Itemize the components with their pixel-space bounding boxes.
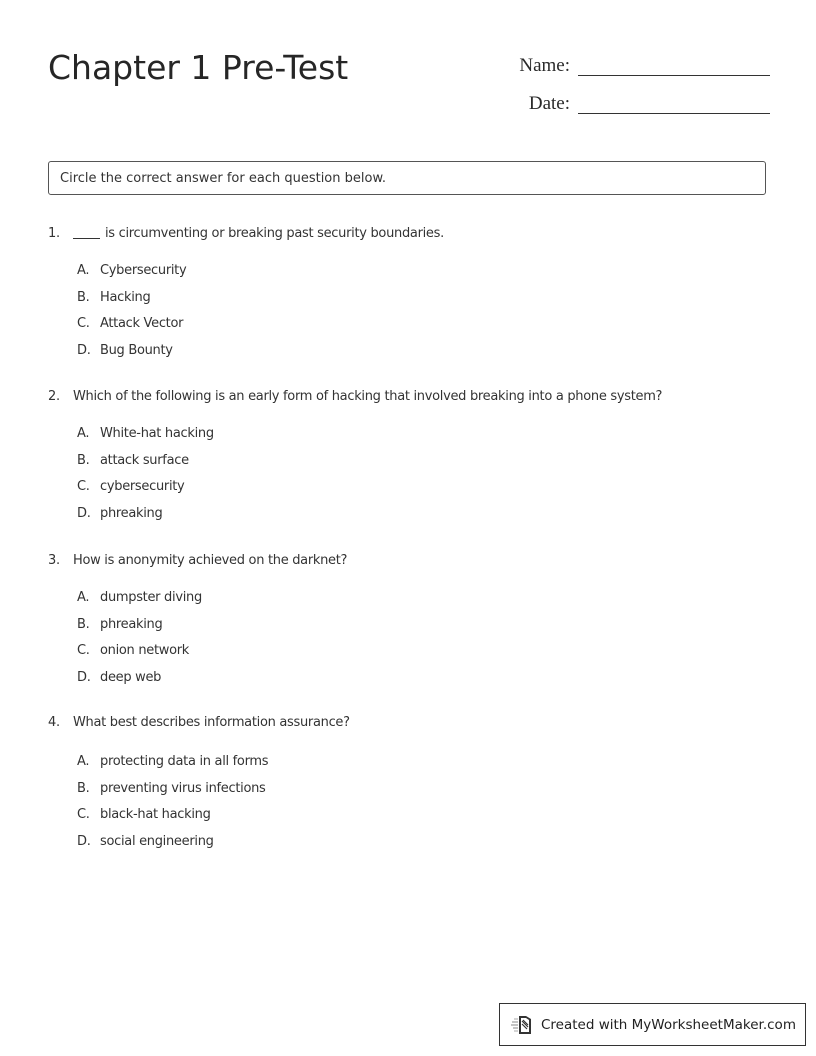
option-letter: B. bbox=[77, 289, 90, 305]
question-stem bbox=[48, 714, 768, 732]
option-text: Bug Bounty bbox=[100, 342, 173, 358]
option-letter: C. bbox=[77, 807, 90, 823]
fill-in-blank bbox=[73, 225, 100, 239]
answer-option-a[interactable] bbox=[48, 589, 768, 607]
answer-option-c[interactable] bbox=[48, 806, 768, 824]
option-letter: B. bbox=[77, 616, 90, 632]
answer-option-d[interactable] bbox=[48, 505, 768, 523]
option-text: preventing virus infections bbox=[100, 780, 266, 796]
answer-option-c[interactable] bbox=[48, 642, 768, 660]
question-stem bbox=[48, 388, 768, 406]
answer-option-a[interactable] bbox=[48, 425, 768, 443]
question-number: 3. bbox=[48, 553, 60, 568]
option-text: phreaking bbox=[100, 505, 163, 521]
option-text: attack surface bbox=[100, 452, 189, 468]
question-text: How is anonymity achieved on the darknet? bbox=[73, 553, 348, 568]
option-letter: D. bbox=[77, 833, 91, 849]
option-text: protecting data in all forms bbox=[100, 754, 269, 769]
answer-option-d[interactable] bbox=[48, 342, 768, 360]
option-text: cybersecurity bbox=[100, 479, 185, 495]
option-letter: D. bbox=[77, 342, 91, 358]
answer-option-c[interactable] bbox=[48, 315, 768, 333]
page-title: Chapter 1 Pre-Test bbox=[48, 48, 349, 87]
answer-option-b[interactable] bbox=[48, 780, 768, 798]
option-text: deep web bbox=[100, 669, 162, 685]
option-text: phreaking bbox=[100, 616, 163, 632]
question-1 bbox=[48, 225, 768, 368]
option-letter: A. bbox=[77, 426, 90, 441]
option-letter: C. bbox=[77, 479, 90, 495]
answer-option-a[interactable] bbox=[48, 753, 768, 771]
option-letter: C. bbox=[77, 643, 90, 659]
option-text: White-hat hacking bbox=[100, 426, 214, 441]
answer-options bbox=[48, 425, 768, 523]
answer-option-c[interactable] bbox=[48, 478, 768, 496]
option-text: onion network bbox=[100, 643, 190, 659]
question-text: is circumventing or breaking past security boundaries. bbox=[105, 226, 444, 241]
question-number: 1. bbox=[48, 226, 60, 241]
question-stem bbox=[48, 225, 768, 243]
question-2 bbox=[48, 388, 768, 531]
name-input-line[interactable] bbox=[578, 55, 770, 76]
instructions-text: Circle the correct answer for each question below. bbox=[60, 170, 387, 186]
worksheet-maker-logo-icon bbox=[511, 1014, 533, 1036]
instructions-box bbox=[48, 161, 766, 195]
answer-option-b[interactable] bbox=[48, 616, 768, 634]
answer-option-d[interactable] bbox=[48, 669, 768, 687]
question-number: 2. bbox=[48, 389, 60, 404]
option-text: dumpster diving bbox=[100, 590, 202, 605]
question-4 bbox=[48, 714, 768, 859]
option-letter: A. bbox=[77, 263, 90, 278]
option-text: social engineering bbox=[100, 833, 214, 849]
option-text: Hacking bbox=[100, 289, 151, 305]
option-letter: C. bbox=[77, 316, 90, 332]
question-3 bbox=[48, 552, 768, 695]
question-stem bbox=[48, 552, 768, 570]
option-text: black-hat hacking bbox=[100, 807, 211, 823]
answer-option-b[interactable] bbox=[48, 289, 768, 307]
option-letter: A. bbox=[77, 590, 90, 605]
answer-options bbox=[48, 262, 768, 360]
option-letter: D. bbox=[77, 669, 91, 685]
option-text: Cybersecurity bbox=[100, 263, 187, 278]
name-field bbox=[500, 55, 770, 76]
footer-text: Created with MyWorksheetMaker.com bbox=[541, 1016, 796, 1033]
option-letter: D. bbox=[77, 505, 91, 521]
created-with-badge[interactable] bbox=[499, 1003, 806, 1046]
date-input-line[interactable] bbox=[578, 93, 770, 114]
question-text: Which of the following is an early form of hacking that involved breaking into a phone system? bbox=[73, 389, 663, 404]
question-text: What best describes information assurance? bbox=[73, 715, 350, 730]
answer-options bbox=[48, 753, 768, 851]
date-field bbox=[500, 93, 770, 114]
date-label: Date: bbox=[528, 93, 570, 114]
name-label: Name: bbox=[519, 55, 570, 76]
answer-option-a[interactable] bbox=[48, 262, 768, 280]
answer-options bbox=[48, 589, 768, 687]
option-letter: A. bbox=[77, 754, 90, 769]
question-number: 4. bbox=[48, 715, 60, 730]
answer-option-d[interactable] bbox=[48, 833, 768, 851]
option-text: Attack Vector bbox=[100, 316, 184, 332]
option-letter: B. bbox=[77, 452, 90, 468]
answer-option-b[interactable] bbox=[48, 452, 768, 470]
option-letter: B. bbox=[77, 780, 90, 796]
